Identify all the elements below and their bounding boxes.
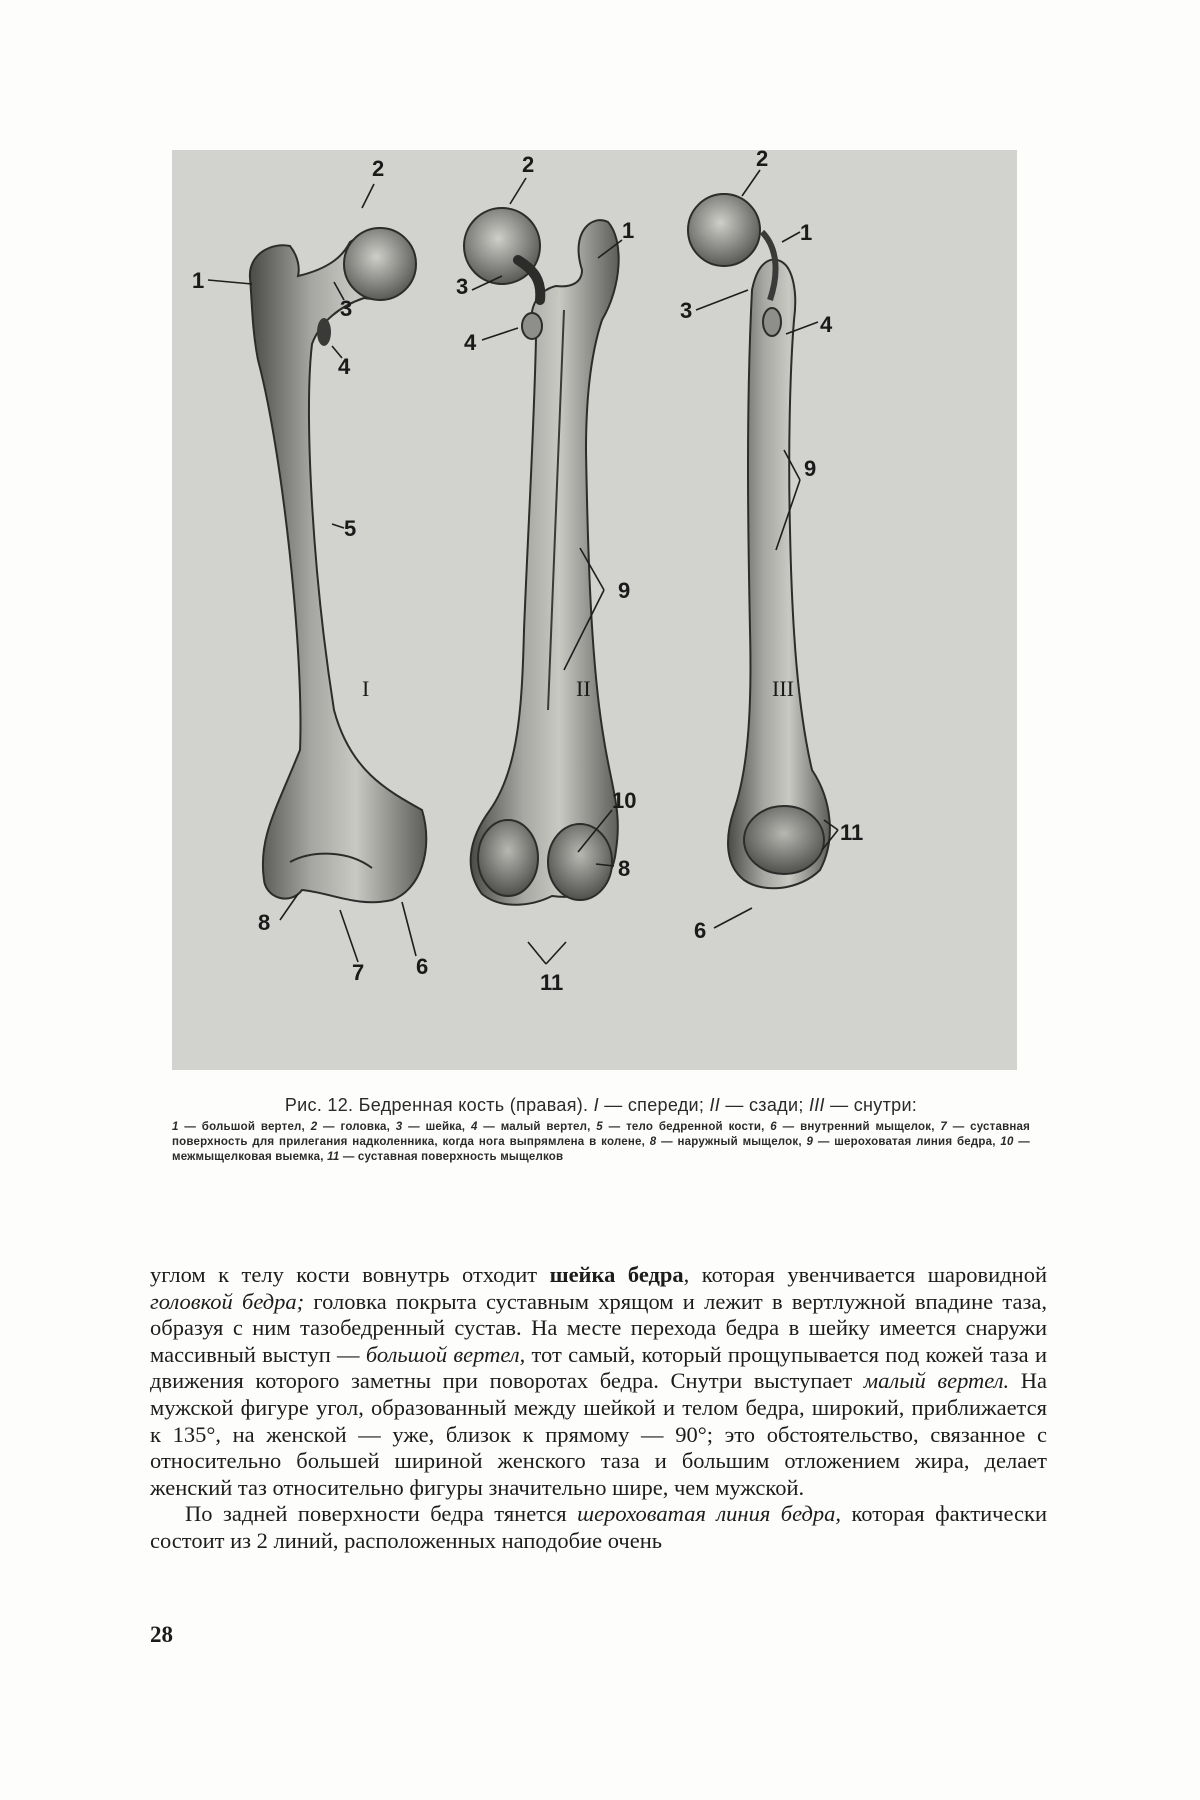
- femur-back-view: [464, 208, 619, 905]
- label-9-inner: 9: [804, 456, 817, 481]
- label-7-front: 7: [352, 960, 365, 985]
- label-2-back: 2: [522, 152, 535, 177]
- label-4-back: 4: [464, 330, 477, 355]
- femur-front-view: [250, 228, 426, 902]
- femur-inner-view: [688, 194, 830, 888]
- paragraph-1: углом к телу кости вовнутрь отходит шейка бедра, которая увенчивается шаровидной головкой бедра; головка покрыта суставным хрящом и лежит в вертлужной впадине таза, образуя с ним тазобедренный сустав. На месте перехода бедра в шейку имеется снаружи массивный выступ — большой вертел, тот самый, который прощупывается под кожей таза и движения которого заметны при поворотах бедра. Снутри выступает малый вертел. На мужской фигуре угол, образованный между шейкой и телом бедра, широкий, приближается к 135°, на женской — уже, близок к прямому — 90°; это обстоятельство, связанное с относительно большей шириной женского таза и большим отложением жира, делает женский таз относительно фигуры значительно шире, чем мужской.: [150, 1262, 1047, 1500]
- femur-figure: [172, 150, 1017, 1070]
- view-label-ii: II: [576, 676, 591, 701]
- label-5-front: 5: [344, 516, 357, 541]
- caption-title: Рис. 12. Бедренная кость (правая). I — спереди; II — сзади; III — снутри:: [284, 1095, 918, 1115]
- paragraph-2: По задней поверхности бедра тянется шероховатая линия бедра, которая фактически состоит из 2 линий, расположенных наподобие очень: [150, 1501, 1047, 1553]
- label-8-front: 8: [258, 910, 271, 935]
- label-2-front: 2: [372, 156, 385, 181]
- label-6-front: 6: [416, 954, 429, 979]
- label-3-front: 3: [340, 296, 353, 321]
- label-1-inner: 1: [800, 220, 813, 245]
- femur-illustration: [172, 150, 1017, 1070]
- label-10-back: 10: [612, 788, 637, 813]
- label-11-back: 11: [540, 970, 564, 995]
- figure-caption: [172, 1095, 1030, 1165]
- view-label-i: I: [362, 676, 370, 701]
- label-3-inner: 3: [680, 298, 693, 323]
- label-11-inner: 11: [840, 820, 864, 845]
- label-1-front: 1: [192, 268, 205, 293]
- label-9-back: 9: [618, 578, 631, 603]
- label-4-inner: 4: [820, 312, 833, 337]
- label-3-back: 3: [456, 274, 469, 299]
- label-4-front: 4: [338, 354, 351, 379]
- label-6-inner: 6: [694, 918, 707, 943]
- label-1-back: 1: [622, 218, 635, 243]
- body-text: [150, 1262, 1047, 1555]
- view-label-iii: III: [772, 676, 794, 701]
- caption-legend: 1 — большой вертел, 2 — головка, 3 — шейка, 4 — малый вертел, 5 — тело бедренной кости, 6 — внутренний мыщелок, 7 — суставная поверхность для прилегания надколенника, когда нога выпрямлена в колене, 8 — наружный мыщелок, 9 — шероховатая линия бедра, 10 — межмыщелковая выемка, 11 — суставная поверхность мыщелков: [172, 1121, 1031, 1163]
- label-8-back: 8: [618, 856, 631, 881]
- label-2-inner: 2: [756, 150, 769, 171]
- page-number: 28: [150, 1622, 173, 1647]
